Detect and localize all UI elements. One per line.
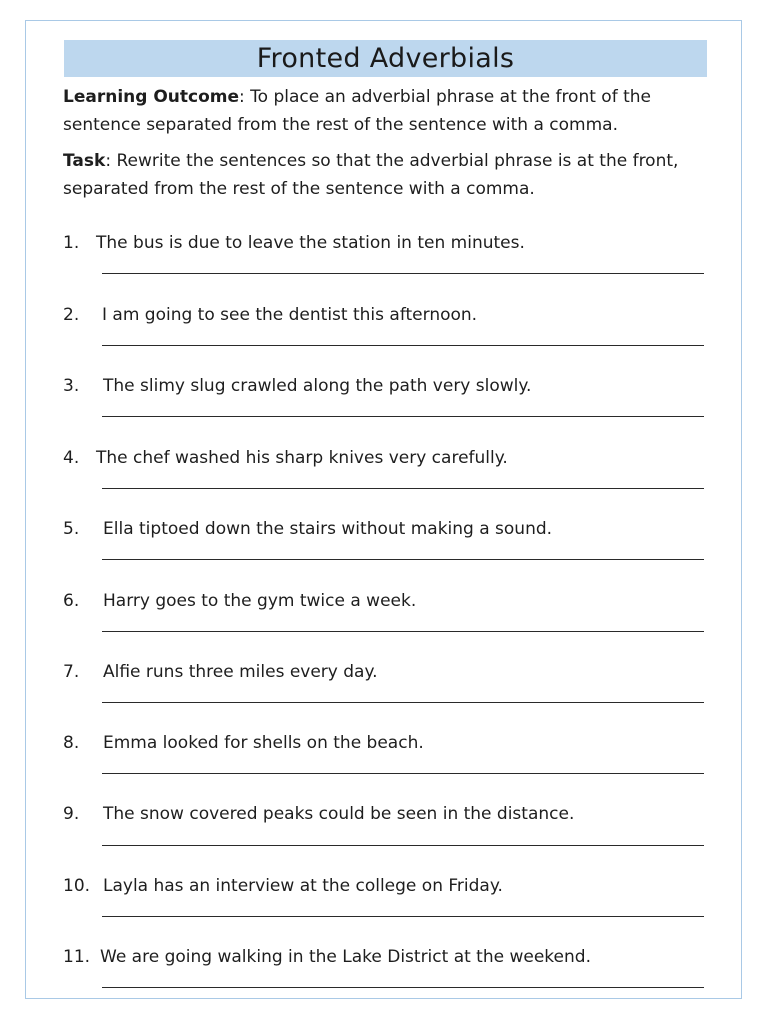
learning-outcome-text: : To place an adverbial phrase at the front of the sentence separated from the rest of the sentence with a comma. xyxy=(63,87,651,135)
question-number: 4. xyxy=(63,448,80,468)
answer-line-7[interactable] xyxy=(102,702,704,703)
question-text: We are going walking in the Lake District at the weekend. xyxy=(100,947,591,967)
question-5 xyxy=(63,517,723,547)
task-instructions xyxy=(63,148,713,203)
question-number: 1. xyxy=(63,233,80,253)
answer-line-1[interactable] xyxy=(102,273,704,274)
question-number: 7. xyxy=(63,662,80,682)
question-4 xyxy=(63,446,723,476)
title-bar xyxy=(64,40,707,77)
answer-line-6[interactable] xyxy=(102,631,704,632)
task-label: Task xyxy=(63,151,106,171)
question-11 xyxy=(63,945,723,975)
question-number: 9. xyxy=(63,804,80,824)
question-number: 10. xyxy=(63,876,91,896)
question-6 xyxy=(63,589,723,619)
answer-line-8[interactable] xyxy=(102,773,704,774)
question-3 xyxy=(63,374,723,404)
question-8 xyxy=(63,731,723,761)
question-text: Layla has an interview at the college on Friday. xyxy=(103,876,503,896)
task-text: : Rewrite the sentences so that the adverbial phrase is at the front, separated from the rest of the sentence with a comma. xyxy=(63,151,679,199)
question-number: 8. xyxy=(63,733,80,753)
worksheet-title: Fronted Adverbials xyxy=(256,43,515,74)
answer-line-4[interactable] xyxy=(102,488,704,489)
learning-outcome xyxy=(63,84,713,139)
question-text: Alfie runs three miles every day. xyxy=(103,662,378,682)
question-number: 11. xyxy=(63,947,91,967)
answer-line-5[interactable] xyxy=(102,559,704,560)
question-1 xyxy=(63,231,723,261)
answer-line-9[interactable] xyxy=(102,845,704,846)
question-number: 3. xyxy=(63,376,80,396)
question-10 xyxy=(63,874,723,904)
question-text: The bus is due to leave the station in ten minutes. xyxy=(96,233,525,253)
question-9 xyxy=(63,802,723,832)
question-text: Harry goes to the gym twice a week. xyxy=(103,591,417,611)
answer-line-10[interactable] xyxy=(102,916,704,917)
question-text: Ella tiptoed down the stairs without making a sound. xyxy=(103,519,553,539)
question-number: 2. xyxy=(63,305,80,325)
question-number: 6. xyxy=(63,591,80,611)
learning-outcome-label: Learning Outcome xyxy=(63,87,240,107)
answer-line-3[interactable] xyxy=(102,416,704,417)
answer-line-2[interactable] xyxy=(102,345,704,346)
question-text: The chef washed his sharp knives very carefully. xyxy=(96,448,508,468)
answer-line-11[interactable] xyxy=(102,987,704,988)
question-7 xyxy=(63,660,723,690)
question-number: 5. xyxy=(63,519,80,539)
question-2 xyxy=(63,303,723,333)
question-text: I am going to see the dentist this afternoon. xyxy=(102,305,478,325)
question-text: The snow covered peaks could be seen in the distance. xyxy=(103,804,575,824)
question-text: Emma looked for shells on the beach. xyxy=(103,733,424,753)
question-text: The slimy slug crawled along the path very slowly. xyxy=(103,376,532,396)
